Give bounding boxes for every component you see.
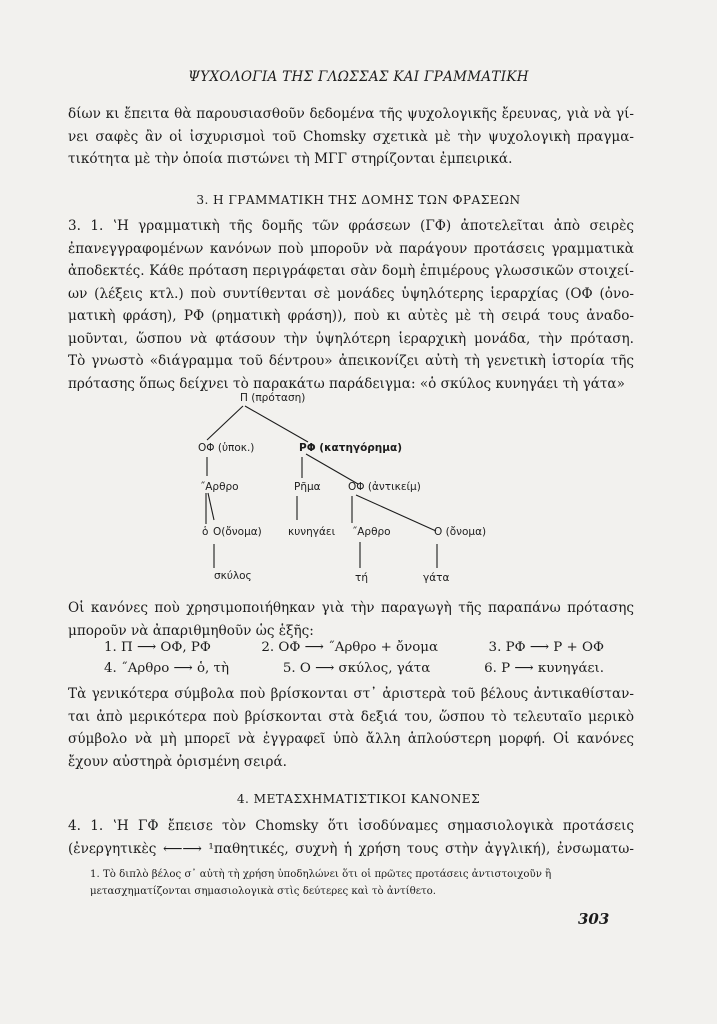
section-3-heading: 3. Η ΓΡΑΜΜΑΤΙΚΗ ΤΗΣ ΔΟΜΗΣ ΤΩΝ ΦΡΑΣΕΩΝ [196, 193, 521, 207]
footnote-line: 1. Τὸ διπλὸ βέλος σ᾽ αὐτὴ τὴ χρήση ὑποδηλώνει ὅτι οἱ πρῶτες προτάσεις ἀντιστοιχοῦν ἢ [90, 869, 552, 880]
page-number: 303 [578, 910, 610, 928]
text-line: μοῦνται, ὥσπου νὰ φτάσουν τὴν ὑψηλότερη ἱεραρχικὴ μονάδα, τὴν πρόταση. [68, 330, 634, 347]
syntax-tree-diagram [180, 392, 520, 592]
tree-word-cat: γάτα [423, 572, 450, 584]
text-line: ἀποδεκτές. Κάθε πρόταση περιγράφεται σὰν δομὴ ἐπιμέρους γλωσσικῶν στοιχεί- [68, 263, 634, 279]
text-line: Οἱ κανόνες ποὺ χρησιμοποιήθηκαν γιὰ τὴν παραγωγὴ τῆς παραπάνω πρότασης [68, 600, 634, 616]
branch-art-noun [208, 493, 214, 520]
branch-vp-np2 [306, 454, 358, 484]
text-line: μποροῦν νὰ ἀπαριθμηθοῦν ὡς ἑξῆς: [68, 622, 314, 639]
text-line: ματικὴ φράση), ΡΦ (ρηματικὴ φράση)), ποὺ κι αὐτὲς μὲ τὴ σειρά τους ἀναδο- [68, 308, 634, 324]
intro-paragraph [68, 103, 634, 171]
tree-word-chase: κυνηγάει [288, 526, 336, 538]
rule-3: 3. ΡΦ ⟶ Ρ + ΟΦ [488, 640, 604, 655]
tree-word-the: τή [355, 572, 368, 584]
rules-outro-paragraph [68, 683, 634, 773]
rules-intro-paragraph [68, 597, 634, 642]
text-line: πρότασης ὅπως δείχνει τὸ παρακάτω παράδειγμα: «ὁ σκύλος κυνηγάει τὴ γάτα» [68, 375, 625, 392]
text-line: νει σαφὲς ἂν οἱ ἰσχυρισμοὶ τοῦ Chomsky σχετικὰ μὲ τὴν ψυχολογικὴ πραγμα- [68, 128, 634, 145]
tree-node-verb: Ρῆμα [294, 481, 321, 493]
text-line: σύμβολο νὰ μὴ μπορεῖ νὰ ἐγγραφεῖ ὑπὸ ἄλλη ἁπλούστερη μορφή. Οἱ κανόνες [68, 731, 634, 747]
branch-root-vp [245, 406, 308, 442]
rule-5: 5. Ο ⟶ σκύλος, γάτα [282, 661, 431, 676]
tree-node-root: Π (πρόταση) [240, 392, 306, 404]
tree-node-np: ΟΦ (ὑποκ.) [198, 442, 255, 454]
tree-word-o: ὁ [202, 526, 209, 538]
text-line: ἔχουν αὐστηρὰ ὁρισμένη σειρά. [68, 753, 287, 770]
text-line: Τὸ γνωστὸ «διάγραμμα τοῦ δέντρου» ἀπεικονίζει αὐτὴ τὴ γενετικὴ ἱστορία τῆς [68, 353, 634, 369]
section-4-heading: 4. ΜΕΤΑΣΧΗΜΑΤΙΣΤΙΚΟΙ ΚΑΝΟΝΕΣ [236, 792, 481, 806]
tree-node-np2: ΟΦ (ἀντικείμ) [348, 481, 421, 493]
tree-node-noun-2: Ο (ὄνομα) [434, 526, 487, 538]
tree-word-dog: σκύλος [214, 570, 252, 582]
section-3-paragraph [68, 215, 634, 395]
text-line: (ἐνεργητικὲς ⟵⟶ ¹παθητικές, συχνὴ ἡ χρήση τους στὴν ἀγγλική), ἐνσωματω- [68, 840, 634, 857]
rule-2: 2. ΟΦ ⟶ ˝Αρθρο + ὄνομα [261, 640, 439, 655]
rules-row-2 [68, 661, 634, 676]
rule-4: 4. ˝Αρθρο ⟶ ὁ, τὴ [104, 661, 229, 676]
tree-node-noun-1: Ο(ὄνομα) [213, 526, 262, 538]
branch-root-np [207, 406, 243, 440]
text-line: δίων κι ἔπειτα θὰ παρουσιασθοῦν δεδομένα τῆς ψυχολογικῆς ἔρευνας, γιὰ νὰ γί- [68, 106, 634, 122]
footnote-line: μετασχηματίζονται σημασιολογικὰ στὶς δεύτερες καὶ τὸ ἀντίθετο. [90, 886, 437, 897]
section-4-paragraph [68, 815, 634, 860]
rules-row-1 [68, 640, 634, 655]
text-line: 4. 1. ʽΗ ΓΦ ἔπεισε τὸν Chomsky ὅτι ἰσοδύναμες σημασιολογικὰ προτάσεις [68, 818, 634, 834]
tree-node-article-1: ˝Αρθρο [200, 481, 239, 493]
rule-6: 6. Ρ ⟶ κυνηγάει. [484, 661, 604, 676]
tree-node-vp: ΡΦ (κατηγόρημα) [299, 442, 403, 454]
footnote [90, 866, 630, 900]
rule-1: 1. Π ⟶ ΟΦ, ΡΦ [104, 640, 211, 655]
running-head: ΨΥΧΟΛΟΓΙΑ ΤΗΣ ΓΛΩΣΣΑΣ ΚΑΙ ΓΡΑΜΜΑΤΙΚΗ [188, 69, 529, 85]
text-line: τικότητα μὲ τὴν ὁποία πιστώνει τὴ ΜΓΓ στηρίζονται ἐμπειρικά. [68, 151, 513, 167]
text-line: Τὰ γενικότερα σύμβολα ποὺ βρίσκονται στ᾽ ἀριστερὰ τοῦ βέλους ἀντικαθίσταν- [68, 686, 634, 702]
text-line: ται ἀπὸ μερικότερα ποὺ βρίσκονται στὰ δεξιά του, ὥσπου τὸ τελευταῖο μερικὸ [68, 708, 634, 725]
text-line: ἐπανεγγραφομένων κανόνων ποὺ μποροῦν νὰ παράγουν προτάσεις γραμματικὰ [68, 240, 634, 257]
text-line: ων (λέξεις κτλ.) ποὺ συντίθενται σὲ μονάδες ὑψηλότερης ἱεραρχίας (ΟΦ (ὀνο- [68, 285, 634, 302]
text-line: 3. 1. ʽΗ γραμματικὴ τῆς δομῆς τῶν φράσεων (ΓΦ) ἀποτελεῖται ἀπὸ σειρὲς [68, 218, 634, 234]
tree-node-article-2: ˝Αρθρο [352, 526, 391, 538]
